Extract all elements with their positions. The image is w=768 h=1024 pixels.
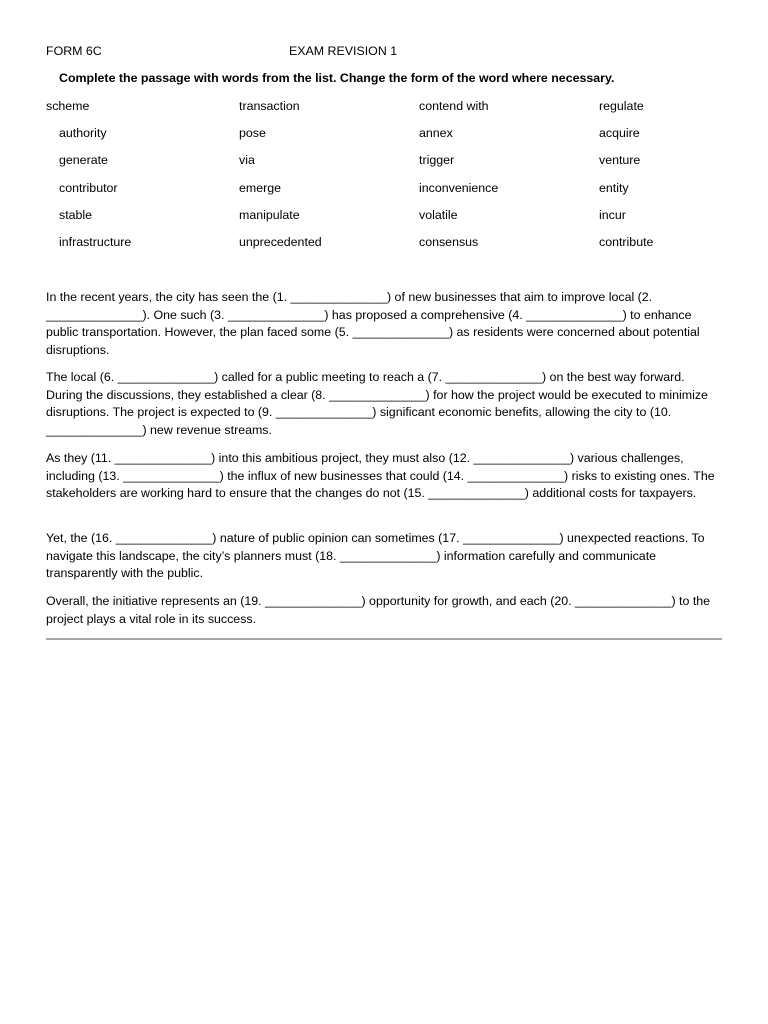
- word-bank-item: generate: [59, 153, 108, 167]
- word-bank-item: acquire: [599, 126, 640, 140]
- passage-paragraph-2: The local (6. ______________) called for a public meeting to reach a (7. ______________) on the best way forward. During the discussions, they established a clear (8. ______________) for how the project would be executed to minimize disruptions. The project is expected to (9. ______________) significant economic benefits, allowing the city to (10. ______________) new revenue streams.: [46, 370, 708, 437]
- word-bank-item: annex: [419, 126, 453, 140]
- word-bank-item: via: [239, 153, 255, 167]
- word-bank-item: manipulate: [239, 208, 300, 222]
- exam-title: EXAM REVISION 1: [289, 44, 398, 58]
- word-bank-item: inconvenience: [419, 181, 499, 195]
- word-bank-item: stable: [59, 208, 93, 222]
- word-bank-item: regulate: [599, 99, 644, 113]
- horizontal-divider: [46, 638, 722, 640]
- word-bank-item: venture: [599, 153, 641, 167]
- word-bank-item: contend with: [419, 99, 489, 113]
- instruction-text: Complete the passage with words from the list. Change the form of the word where necessary.: [59, 71, 615, 85]
- word-bank-item: contributor: [59, 181, 118, 195]
- word-bank-item: transaction: [239, 99, 300, 113]
- passage-paragraph-5: Overall, the initiative represents an (19. ______________) opportunity for growth, and each (20. ______________) to the project plays a vital role in its success.: [46, 594, 711, 626]
- word-bank-item: pose: [239, 126, 266, 140]
- word-bank-item: unprecedented: [239, 235, 322, 249]
- passage-paragraph-4: Yet, the (16. ______________) nature of public opinion can sometimes (17. ______________) unexpected reactions. To navigate this landscape, the city’s planners must (18. ______________) information carefully and communicate transparently with the public.: [46, 531, 705, 581]
- form-label: FORM 6C: [46, 44, 102, 58]
- word-bank-item: authority: [59, 126, 107, 140]
- word-bank-item: entity: [599, 181, 629, 195]
- word-bank-item: infrastructure: [59, 235, 132, 249]
- word-bank-item: consensus: [419, 235, 479, 249]
- word-bank-item: volatile: [419, 208, 458, 222]
- word-bank-item: emerge: [239, 181, 282, 195]
- word-bank-item: contribute: [599, 235, 654, 249]
- passage-paragraph-1: In the recent years, the city has seen the (1. ______________) of new businesses that aim to improve local (2. ______________). One such (3. ______________) has proposed a comprehensive (4. ______________) to enhance public transportation. However, the plan faced some (5. ______________) as residents were concerned about potential disruptions.: [46, 290, 700, 357]
- word-bank-item: scheme: [46, 99, 90, 113]
- passage-paragraph-3: As they (11. ______________) into this ambitious project, they must also (12. ______________) various challenges, including (13. ______________) the influx of new businesses that could (14. ______________) risks to existing ones. The stakeholders are working hard to ensure that the changes do not (15. ______________) additional costs for taxpayers.: [46, 451, 715, 501]
- word-bank-item: trigger: [419, 153, 455, 167]
- word-bank-item: incur: [599, 208, 626, 222]
